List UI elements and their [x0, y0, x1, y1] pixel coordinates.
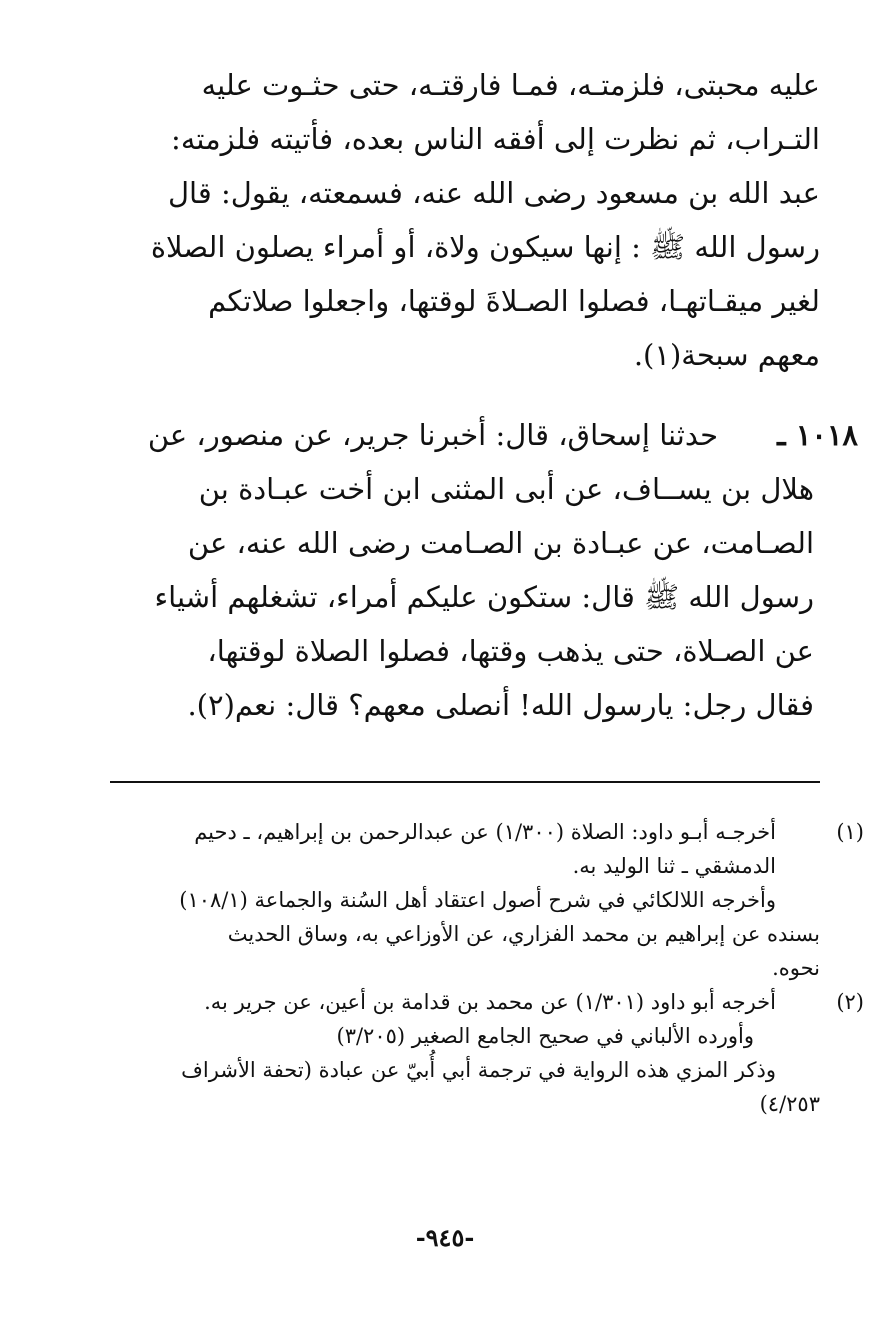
footnote-2: [110, 985, 864, 1019]
text-line: عليه محبتى، فلزمتـه، فمـا فارقتـه، حتى حثـوت عليه: [201, 68, 820, 102]
footnotes: [110, 815, 864, 1121]
paragraph-continuation: [110, 58, 820, 382]
footnote-divider: [110, 781, 820, 783]
footnote-1: [110, 815, 864, 883]
footnote-1-continued: [110, 883, 820, 985]
footnote-number: (٢): [836, 990, 864, 1014]
text-line: لغير ميقـاتهـا، فصلوا الصـلاةَ لوقتها، واجعلوا صلاتكم: [208, 284, 820, 318]
footnote-line: وأورده الألباني في صحيح الجامع الصغير (٣/٢٠٥): [336, 1024, 754, 1048]
hadith-number: ١٠١٨ ـ: [777, 418, 858, 452]
footnote-line: وذكر المزي هذه الرواية في ترجمة أبي أُبيّ عن عبادة (تحفة الأشراف: [181, 1058, 776, 1082]
footnote-line: بسنده عن إبراهيم بن محمد الفزاري، عن الأوزاعي به، وساق الحديث: [227, 922, 820, 946]
page-number: -٩٤٥-: [415, 1223, 475, 1252]
hadith-1018: [110, 408, 858, 732]
text-line: التـراب، ثم نظرت إلى أفقه الناس بعده، فأتيته فلزمته:: [171, 122, 820, 156]
footnote-line: [110, 985, 864, 1019]
text-line: فقال رجل: يارسول الله! أنصلى معهم؟ قال: نعم(٢).: [187, 688, 814, 722]
text-line: حدثنا إسحاق، قال: أخبرنا جرير، عن منصور، عن: [147, 418, 718, 452]
text-line: الصـامت، عن عبـادة بن الصـامت رضى الله عنه، عن: [187, 526, 814, 560]
footnote-text: أخرجه أبو داود (١/٣٠١) عن محمد بن قدامة بن أعين، عن جرير به.: [204, 990, 776, 1014]
text-line: معهم سبحة(١).: [633, 338, 820, 372]
footnote-number: (١): [836, 820, 864, 844]
footnote-2-albani: [110, 1019, 820, 1053]
footnote-2-mizzi: [110, 1053, 820, 1121]
footnote-text: أخرجـه أبـو داود: الصلاة (١/٣٠٠) عن عبدالرحمن بن إبراهيم، ـ دحيم: [194, 820, 776, 844]
text-line: عن الصـلاة، حتى يذهب وقتها، فصلوا الصلاة لوقتها،: [207, 634, 814, 668]
text-line: عبد الله بن مسعود رضى الله عنه، فسمعته، يقول: قال: [167, 176, 820, 210]
footnote-line: الدمشقي ـ ثنا الوليد به.: [572, 854, 776, 878]
footnote-line: وأخرجه اللالكائي في شرح أصول اعتقاد أهل السُنة والجماعة (١٠٨/١): [179, 888, 776, 912]
footnote-line: [110, 815, 864, 849]
footnote-line: ٤/٢٥٣): [759, 1092, 820, 1116]
text-line: هلال بن يســاف، عن أبى المثنى ابن أخت عبـادة بن: [198, 472, 814, 506]
text-line: رسول الله ﷺ : إنها سيكون ولاة، أو أمراء يصلون الصلاة: [150, 230, 820, 264]
footnote-line: نحوه.: [772, 956, 820, 980]
text-line: رسول الله ﷺ قال: ستكون عليكم أمراء، تشغلهم أشياء: [154, 580, 814, 614]
